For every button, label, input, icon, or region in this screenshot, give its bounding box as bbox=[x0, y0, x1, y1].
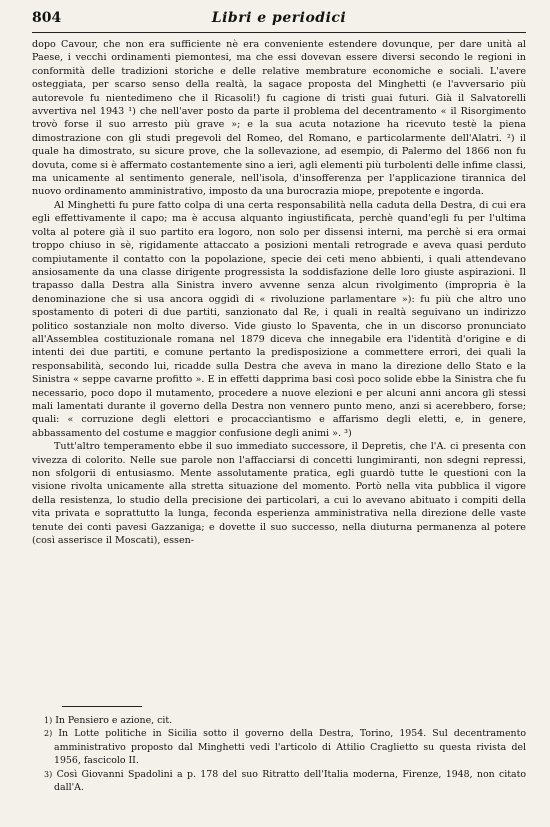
body-text bbox=[32, 38, 526, 547]
footnote-number: 3) bbox=[44, 769, 53, 779]
footnote-2 bbox=[32, 727, 526, 767]
page-number: 804 bbox=[32, 10, 62, 26]
footnote-1 bbox=[32, 714, 526, 727]
paragraph-1: dopo Cavour, che non era sufficiente nè era conveniente estendere dovunque, per dare unità al Paese, i vecchi ordinamenti piemontesi, ma che essi dovevan essere diversi secondo le regioni in conformità delle tradizioni storiche e delle relative membrature economiche e sociali. L'avere osteggiata, per scarso senso della realtà, la sagace proposta del Minghetti (e l'avversario più autorevole fu nientedimeno che il Ricasoli!) fu cagione di tristi guai futuri. Già il Salvatorelli avvertiva nel 1943 ¹) che nell'aver posto da parte il problema del decentramento « il Risorgimento trovò forse il suo arresto più grave »; e la sua acuta notazione ha ricevuto testè la piena dimostrazione con gli studi pregevoli del Romeo, del Romano, e particolarmente dell'Alatri. ²) il quale ha dimostrato, su sicure prove, che la sollevazione, ad esempio, di Palermo del 1866 non fu dovuta, come si è affermato costantemente sino a ieri, agli elementi più turbolenti delle infime classi, ma unicamente al sentimento generale, nell'isola, d'insofferenza per l'applicazione tirannica del nuovo ordinamento amministrativo, imposto da una burocrazia miope, prepotente e ingorda. bbox=[32, 39, 526, 198]
paragraph-3: Tutt'altro temperamento ebbe il suo immediato successore, il Depretis, che l'A. ci presenta con vivezza di colorito. Nelle sue parole non l'affacciarsi di concetti lungimiranti, non sdegni repressi, non sfolgorii di entusiasmo. Mente assolutamente pratica, egli guardò tutte le questioni con la visione rivolta unicamente alla stretta situazione del momento. Portò nella vita pubblica il vigore della resistenza, lo studio della precisione dei particolari, a cui lo avevano abituato i compiti della vita privata e soprattutto la lunga, feconda esperienza amministrativa nella direzione delle vaste tenute dei conti pavesi Gazzaniga; e dovette il suo successo, nella diuturna permanenza al potere (così asserisce il Moscati), essen- bbox=[32, 441, 526, 547]
footnote-text: Così Giovanni Spadolini a p. 178 del suo Ritratto dell'Italia moderna, Firenze, 1948, non citato dall'A. bbox=[54, 768, 527, 794]
footnote-number: 1) bbox=[44, 716, 53, 725]
paragraph-2: Al Minghetti fu pure fatto colpa di una certa responsabilità nella caduta della Destra, di cui era egli effettivamente il capo; ma è accusa alquanto ingiustificata, perchè quand'egli fu per l'ultima volta al potere già il suo partito era logoro, non solo per dissensi interni, ma perchè si era ormai troppo chiuso in sè, rigidamente attaccato a posizioni mentali retrograde e aveva quasi perduto compiutamente il contatto con la popolazione, specie dei ceti meno abbienti, i quali attendevano ansiosamente da una classe dirigente progressista la soddisfazione delle loro giuste aspirazioni. Il trapasso dalla Destra alla Sinistra invero avvenne senza alcun rivolgimento (impropria è la denominazione che si usa ancora oggidì di « rivoluzione parlamentare »): fu più che altro uno spostamento di poteri di due partiti, sanzionato dal Re, i quali in realtà seguivano un indirizzo politico sostanziale non molto diverso. Vide giusto lo Spaventa, che in un discorso pronunciato all'Assemblea costituzionale romana nel 1879 diceva che innegabile era l'identità d'origine e di intenti dei due partiti, e comune pertanto la predisposizione a commettere errori, dei quali la responsabilità, secondo lui, ricadde sulla Destra che aveva in mano la direzione dello Stato e la Sinistra « seppe cavarne profitto ». E in effetti dapprima basi così poco solide ebbe la Sinistra che fu necessario, poco dopo il mutamento, procedere a nuove elezioni e per alcuni anni ancora gli stessi mali lamentati durante il governo della Destra non vennero punto meno, anzi si acerebbero, forse; quali: « corruzione degli elettori e procaccìantismo e affarismo degli eletti, e, in genere, abbassamento del costume e maggior confusione degli animi ». ³) bbox=[32, 199, 526, 439]
page-header bbox=[32, 10, 526, 30]
footnote-rule bbox=[62, 706, 142, 707]
footnote-number: 2) bbox=[44, 729, 53, 739]
running-title: Libri e periodici bbox=[211, 10, 347, 26]
footnote-3 bbox=[32, 768, 526, 795]
footnotes bbox=[32, 714, 526, 794]
header-rule bbox=[32, 32, 526, 33]
footnote-text: In Lotte politiche in Sicilia sotto il governo della Destra, Torino, 1954. Sul decentramento amministrativo proposto dal Minghetti vedi l'articolo di Attilio Craglietto su questa rivista del 1956, fascicolo II. bbox=[54, 728, 526, 767]
footnote-text: In Pensiero e azione, cit. bbox=[55, 715, 173, 726]
